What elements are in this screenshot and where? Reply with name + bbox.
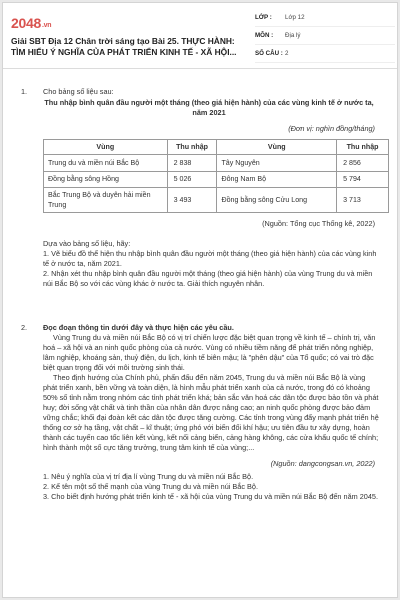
task-item: 3. Cho biết định hướng phát triển kinh tế - xã hội của vùng Trung du và miền núi Bắc Bộ đến năm 2045. <box>43 492 378 501</box>
table-cell: Đông Nam Bộ <box>217 171 337 188</box>
task-item: 2. Kể tên một số thế mạnh của vùng Trung du và miền núi Bắc Bộ. <box>43 482 258 491</box>
meta-key: LỚP : <box>255 14 272 21</box>
table-title: Thu nhập bình quân đầu người một tháng (theo giá hiện hành) của các vùng kinh tế ở nước ta, năm 2021 <box>44 98 374 117</box>
table-cell: Trung du và miền núi Bắc Bộ <box>44 155 168 172</box>
table-cell: 2 838 <box>167 155 217 172</box>
passage-source: (Nguồn: dangcongsan.vn, 2022) <box>270 459 375 468</box>
table-cell: Tây Nguyên <box>217 155 337 172</box>
table-cell: Đồng bằng sông Hồng <box>44 171 168 188</box>
table-cell: 3 713 <box>337 188 389 213</box>
question-1 <box>21 87 381 289</box>
question-intro: Cho bảng số liệu sau: <box>43 87 114 96</box>
site-logo[interactable] <box>11 15 51 31</box>
table-header-row <box>44 140 389 155</box>
table-row <box>44 171 389 188</box>
question-number: 2. <box>21 323 28 332</box>
col-header: Vùng <box>44 140 168 155</box>
meta-key: SỐ CÂU : <box>255 50 283 57</box>
meta-panel <box>255 9 395 63</box>
table-source: (Nguồn: Tổng cục Thống kê, 2022) <box>262 219 375 228</box>
passage-paragraph: Theo định hướng của Chính phủ, phấn đấu đến năm 2045, Trung du và miền núi Bắc Bộ là vùng phát triển xanh, bền vững và toàn diện, là hình mẫu phát triển xanh của cả nước, trong đó có khoảng 50% số tỉnh nằm trong nhóm các tỉnh phát triển khá; bản sắc văn hoá các dân tộc được bảo tồn và phát huy; đời sống vật chất và tinh thần của nhân dân được nâng cao; an ninh quốc phòng được bảo đảm vững chắc; khối đại đoàn kết các dân tộc được tăng cường. Các tỉnh trong vùng đẩy mạnh phát triển hệ thống cơ sở hạ tầng, vật chất – kĩ thuật; ứng phó với biến đổi khí hậu; ưu tiên đầu tư xây dựng, hoàn thành các tuyến cao tốc liên kết vùng, kết nối cảng biển, cảng hàng không, các cửa khẩu quốc tế chính; hình thành một số cực tăng trưởng, trung tâm kinh tế của vùng;... <box>43 373 379 452</box>
question-2 <box>21 323 381 502</box>
col-header: Thu nhập <box>167 140 217 155</box>
meta-value: Địa lý <box>285 32 301 39</box>
logo-text: 2048 <box>11 15 41 31</box>
task-item: 2. Nhận xét thu nhập bình quân đầu người một tháng (theo giá hiện hành) của vùng Trung du và miền núi Bắc Bộ so với các vùng khác ở nước ta. Giải thích nguyên nhân. <box>43 269 373 288</box>
table-cell: 2 856 <box>337 155 389 172</box>
col-header: Vùng <box>217 140 337 155</box>
question-number: 1. <box>21 87 28 96</box>
meta-row-count <box>255 45 395 63</box>
table-cell: Đồng bằng sông Cửu Long <box>217 188 337 213</box>
table-cell: Bắc Trung Bộ và duyên hải miền Trung <box>44 188 168 213</box>
col-header: Thu nhập <box>337 140 389 155</box>
meta-value: Lớp 12 <box>285 14 305 21</box>
table-cell: 3 493 <box>167 188 217 213</box>
meta-key: MÔN : <box>255 32 274 39</box>
question-intro: Đọc đoạn thông tin dưới đây và thực hiện các yêu cầu. <box>43 323 234 332</box>
table-cell: 5 794 <box>337 171 389 188</box>
header <box>3 3 398 69</box>
passage-paragraph: Vùng Trung du và miền núi Bắc Bộ có vị trí chiến lược đặc biệt quan trọng về kinh tế – chính trị, văn hoá – xã hội và an ninh quốc phòng của cả nước. Vùng có nhiều tiềm năng để phát triển nông nghiệp, lâm nghiệp, khoáng sản, thuỷ điện, du lịch, kinh tế biên mậu; là "phên dậu" của Tổ quốc; có vai trò đặc biệt quan trọng đối với môi trường sinh thái. <box>43 333 376 372</box>
table-row <box>44 188 389 213</box>
task-intro: Dựa vào bảng số liệu, hãy: <box>43 239 131 248</box>
table-row <box>44 155 389 172</box>
income-table <box>43 139 389 213</box>
table-cell: 5 026 <box>167 171 217 188</box>
task-item: 1. Vẽ biểu đồ thể hiện thu nhập bình quân đầu người một tháng (theo giá hiện hành) của các vùng kinh tế ở nước ta, năm 2021. <box>43 249 377 268</box>
page-title: Giải SBT Địa 12 Chân trời sáng tạo Bài 25. THỰC HÀNH: TÌM HIỂU Ý NGHĨA CỦA PHÁT TRIỂN KINH TẾ - XÃ HỘI... <box>11 36 237 57</box>
logo-suffix: .vn <box>41 22 52 29</box>
table-unit: (Đơn vị: nghìn đồng/tháng) <box>288 124 375 133</box>
meta-row-class <box>255 9 395 27</box>
meta-value: 2 <box>285 50 289 57</box>
task-item: 1. Nêu ý nghĩa của vị trí địa lí vùng Trung du và miền núi Bắc Bộ. <box>43 472 254 481</box>
page <box>2 2 398 598</box>
meta-row-subject <box>255 27 395 45</box>
